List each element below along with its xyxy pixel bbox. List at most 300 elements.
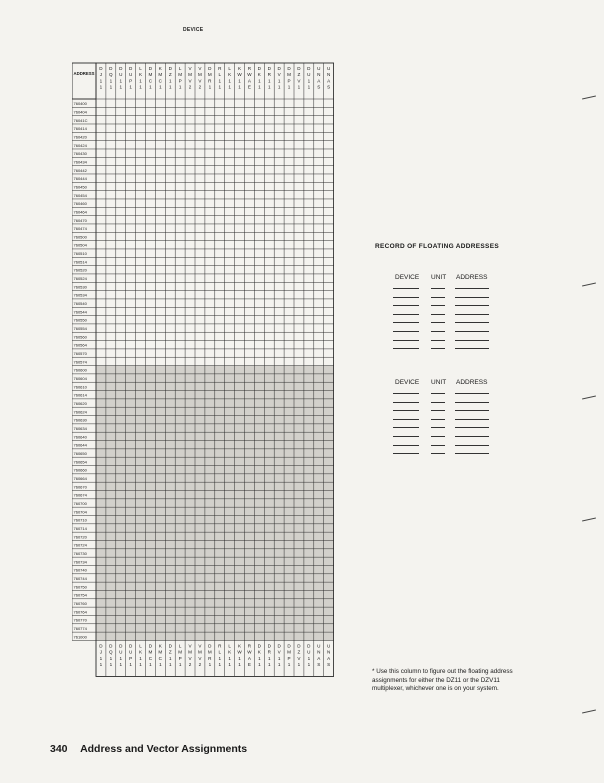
column-header-letter: 2 xyxy=(188,84,192,90)
record-blank-line[interactable] xyxy=(455,340,489,341)
column-header-letter: U xyxy=(307,72,311,78)
margin-mark xyxy=(582,518,596,522)
column-header-letter: 1 xyxy=(99,84,103,90)
record-blank-line[interactable] xyxy=(455,436,489,437)
column-header-letter: D xyxy=(277,66,281,71)
column-footer-letter: 1 xyxy=(228,662,231,668)
column-footer-letter: 1 xyxy=(99,662,103,668)
column-header-letter: D xyxy=(109,66,113,71)
margin-mark xyxy=(582,96,596,100)
column-footer-letter: P xyxy=(129,655,133,661)
address-label: 760530 xyxy=(73,284,87,290)
address-label: 760420 xyxy=(73,134,87,140)
address-label: 760434 xyxy=(73,159,87,165)
address-label: 760534 xyxy=(73,292,87,298)
column-footer-letter: P xyxy=(178,655,182,661)
margin-mark xyxy=(582,710,596,714)
column-footer-letter: M xyxy=(188,649,192,655)
column-footer-letter: 1 xyxy=(109,655,113,661)
column-footer-letter: M xyxy=(287,649,291,655)
address-label: 760540 xyxy=(73,301,87,307)
column-footer-letter: V xyxy=(198,643,202,649)
column-footer-letter: 1 xyxy=(119,662,123,668)
column-header-letter: 1 xyxy=(208,84,212,90)
column-footer-letter: 2 xyxy=(188,662,192,668)
address-label: 760450 xyxy=(73,184,87,190)
address-label: 760630 xyxy=(73,417,87,423)
column-footer-letter: U xyxy=(128,649,133,655)
address-label: 760770 xyxy=(73,617,87,623)
record-blank-line[interactable] xyxy=(431,436,445,437)
column-footer-letter: A xyxy=(247,655,251,661)
record-blank-line[interactable] xyxy=(455,297,489,298)
column-header-letter: M xyxy=(207,72,212,78)
column-header-letter: L xyxy=(178,66,182,71)
column-footer-letter: 1 xyxy=(277,662,281,668)
record-blank-line[interactable] xyxy=(455,427,489,428)
address-label: 760400 xyxy=(73,101,87,107)
address-label: 760442 xyxy=(73,167,87,173)
column-footer-letter: C xyxy=(158,655,163,661)
column-header-letter: D xyxy=(307,66,311,71)
address-label: 760570 xyxy=(73,351,87,357)
column-header-letter: P xyxy=(287,78,291,84)
column-header-letter: K xyxy=(228,72,232,78)
address-label: 760664 xyxy=(73,475,87,481)
column-header-letter: 1 xyxy=(277,78,281,84)
page-number: 340 xyxy=(50,743,68,755)
record-blank-line[interactable] xyxy=(393,445,419,446)
record-blank-line[interactable] xyxy=(393,314,419,315)
column-footer-letter: E xyxy=(247,662,251,668)
column-footer-letter: S xyxy=(317,662,321,668)
column-footer-letter: 1 xyxy=(267,655,271,661)
record-blank-line[interactable] xyxy=(431,348,445,349)
address-label: 760444 xyxy=(73,176,87,182)
column-footer-letter: J xyxy=(99,649,103,655)
record-address-label: ADDRESS xyxy=(456,274,488,281)
column-header-letter: 1 xyxy=(258,78,261,84)
column-footer-letter: L xyxy=(228,643,231,649)
record-blank-line[interactable] xyxy=(431,402,445,403)
record-blank-line[interactable] xyxy=(393,322,419,323)
column-header-letter: 1 xyxy=(238,78,241,84)
column-footer-letter: 1 xyxy=(287,662,291,668)
column-footer-letter: R xyxy=(218,643,222,649)
column-header-letter: K xyxy=(158,66,162,71)
column-header-letter: 1 xyxy=(149,84,152,90)
record-device-label: DEVICE xyxy=(395,274,420,281)
column-header-letter: C xyxy=(148,78,153,84)
column-header-letter: V xyxy=(297,78,301,84)
address-label: 760660 xyxy=(73,467,87,473)
column-header-letter: Z xyxy=(168,72,172,78)
record-blank-line[interactable] xyxy=(455,322,489,323)
address-label: 760700 xyxy=(73,500,87,506)
record-blank-line[interactable] xyxy=(431,331,445,332)
record-unit-label: UNIT xyxy=(431,274,447,281)
column-header-letter: W xyxy=(237,72,242,78)
column-footer-letter: 1 xyxy=(218,655,222,661)
record-device-label: DEVICE xyxy=(395,379,420,386)
address-label: 760564 xyxy=(73,342,87,348)
record-blank-line[interactable] xyxy=(455,348,489,349)
column-header-letter: W xyxy=(247,72,252,78)
column-header-letter: S xyxy=(327,84,331,90)
record-blank-line[interactable] xyxy=(393,393,419,394)
address-device-grid xyxy=(72,50,334,714)
record-blank-line[interactable] xyxy=(393,427,419,428)
record-blank-line[interactable] xyxy=(393,331,419,332)
address-label: 760654 xyxy=(73,459,87,465)
column-header-letter: E xyxy=(247,84,251,90)
record-unit-label: UNIT xyxy=(431,379,447,386)
column-header-letter: Q xyxy=(109,72,113,78)
column-footer-letter: R xyxy=(267,649,271,655)
column-footer-letter: D xyxy=(99,643,103,649)
column-header-letter: 1 xyxy=(218,78,222,84)
column-footer-letter: 1 xyxy=(168,655,172,661)
column-header-letter: V xyxy=(188,78,192,84)
address-label: 760624 xyxy=(73,409,87,415)
column-footer-letter: D xyxy=(307,643,311,649)
column-header-letter: 1 xyxy=(139,78,142,84)
column-header-letter: 1 xyxy=(297,84,301,90)
address-label: 760500 xyxy=(73,234,87,240)
record-blank-line[interactable] xyxy=(431,410,445,411)
column-footer-letter: W xyxy=(237,649,242,655)
address-label: 760744 xyxy=(73,575,87,581)
column-footer-letter: 1 xyxy=(277,655,281,661)
column-header-letter: D xyxy=(208,66,212,71)
column-header-letter: D xyxy=(99,66,103,71)
column-footer-letter: V xyxy=(188,655,192,661)
column-header-letter: 1 xyxy=(287,84,291,90)
column-footer-letter: D xyxy=(267,643,271,649)
column-header-letter: Z xyxy=(297,72,301,78)
column-footer-letter: M xyxy=(178,649,183,655)
column-footer-letter: L xyxy=(178,643,182,649)
column-header-letter: D xyxy=(119,66,123,71)
column-footer-letter: D xyxy=(119,643,123,649)
address-label: 760520 xyxy=(73,267,87,273)
address-label: 761000 xyxy=(73,634,87,640)
column-footer-letter: U xyxy=(307,649,311,655)
margin-mark xyxy=(582,396,596,400)
column-footer-letter: 1 xyxy=(307,655,311,661)
column-header-letter: N xyxy=(317,72,321,78)
record-blank-line[interactable] xyxy=(455,314,489,315)
column-header-letter: 1 xyxy=(109,84,113,90)
column-header-letter: J xyxy=(99,72,103,78)
column-header-letter: 2 xyxy=(198,84,202,90)
record-blank-line[interactable] xyxy=(393,419,419,420)
address-label: 760474 xyxy=(73,226,87,232)
column-footer-letter: V xyxy=(297,655,301,661)
column-footer-letter: K xyxy=(238,643,242,649)
column-footer-letter: D xyxy=(287,643,291,649)
column-header-letter: 1 xyxy=(228,78,231,84)
column-header-letter: 1 xyxy=(178,84,182,90)
address-label: 760454 xyxy=(73,192,87,198)
address-label: 760740 xyxy=(73,567,87,573)
record-blank-line[interactable] xyxy=(431,305,445,306)
record-blank-line[interactable] xyxy=(393,436,419,437)
address-label: 760414 xyxy=(73,126,87,132)
column-header-letter: 1 xyxy=(129,84,132,90)
column-footer-letter: D xyxy=(208,643,212,649)
column-header-letter: 1 xyxy=(307,78,311,84)
column-header-letter: A xyxy=(327,78,331,84)
column-header-letter: R xyxy=(208,78,212,84)
address-label: 760574 xyxy=(73,359,87,365)
column-footer-letter: N xyxy=(317,649,321,655)
column-footer-letter: A xyxy=(327,655,331,661)
column-header-letter: D xyxy=(297,66,301,71)
address-label: 760644 xyxy=(73,442,87,448)
column-header-letter: V xyxy=(188,66,192,71)
record-blank-line[interactable] xyxy=(431,322,445,323)
column-footer-letter: D xyxy=(257,643,262,649)
column-header-letter: D xyxy=(168,66,172,71)
address-label: 760750 xyxy=(73,584,87,590)
column-footer-letter: 1 xyxy=(238,655,241,661)
column-footer-letter: K xyxy=(139,649,143,655)
record-blank-line[interactable] xyxy=(431,419,445,420)
address-label: 760710 xyxy=(73,517,87,523)
column-header-letter: U xyxy=(119,72,123,78)
record-blank-line[interactable] xyxy=(393,297,419,298)
record-blank-line[interactable] xyxy=(393,410,419,411)
column-header-letter: 1 xyxy=(168,78,172,84)
column-header-letter: M xyxy=(178,72,183,78)
column-footer-letter: D xyxy=(277,643,281,649)
address-label: 760470 xyxy=(73,217,87,223)
column-footer-letter: D xyxy=(297,643,301,649)
record-blank-line[interactable] xyxy=(393,453,419,454)
column-footer-letter: 1 xyxy=(178,662,182,668)
column-footer-letter: K xyxy=(228,649,232,655)
column-footer-letter: M xyxy=(158,649,163,655)
column-footer-letter: Z xyxy=(168,649,172,655)
column-header-letter: 1 xyxy=(119,78,123,84)
column-footer-letter: W xyxy=(247,649,252,655)
column-header-letter: 1 xyxy=(277,84,281,90)
address-label: 760674 xyxy=(73,492,87,498)
address-label: 760404 xyxy=(73,109,87,115)
footnote xyxy=(372,668,532,694)
column-header-letter: L xyxy=(218,72,222,78)
column-header-letter: U xyxy=(326,66,331,71)
column-footer-letter: 1 xyxy=(99,655,103,661)
column-header-letter: V xyxy=(198,78,202,84)
column-footer-letter: 1 xyxy=(139,662,142,668)
address-label: 760424 xyxy=(73,142,87,148)
address-label: 760764 xyxy=(73,609,87,615)
address-label: 760704 xyxy=(73,509,87,515)
column-footer-letter: 1 xyxy=(109,662,113,668)
record-address-label: ADDRESS xyxy=(456,379,488,386)
column-footer-letter: D xyxy=(148,643,153,649)
column-header-letter: 1 xyxy=(218,84,222,90)
column-footer-letter: Z xyxy=(297,649,301,655)
column-header-letter: 1 xyxy=(109,78,113,84)
column-footer-letter: L xyxy=(139,643,142,649)
column-header-letter: 1 xyxy=(267,84,271,90)
column-header-letter: L xyxy=(139,66,142,71)
column-header-letter: 1 xyxy=(238,84,241,90)
column-header-letter: 1 xyxy=(139,84,142,90)
column-header-letter: U xyxy=(317,66,321,71)
address-label: 760460 xyxy=(73,201,87,207)
address-label: 760760 xyxy=(73,600,87,606)
column-footer-letter: 1 xyxy=(149,662,152,668)
column-header-letter: A xyxy=(317,78,321,84)
column-header-letter: 1 xyxy=(159,84,162,90)
column-header-letter: A xyxy=(247,78,251,84)
column-footer-letter: 1 xyxy=(159,662,162,668)
column-footer-letter: U xyxy=(317,643,321,649)
column-footer-letter: V xyxy=(198,655,202,661)
record-blank-line[interactable] xyxy=(431,427,445,428)
column-header-letter: K xyxy=(238,66,242,71)
column-header-letter: V xyxy=(277,72,281,78)
column-header-letter: M xyxy=(158,72,163,78)
address-label: 760544 xyxy=(73,309,87,315)
column-footer-letter: 2 xyxy=(198,662,202,668)
address-label: 760430 xyxy=(73,151,87,157)
record-blank-line[interactable] xyxy=(431,445,445,446)
address-label: 760554 xyxy=(73,326,87,332)
address-label: 760464 xyxy=(73,209,87,215)
column-footer-letter: L xyxy=(218,649,222,655)
column-header-letter: V xyxy=(198,66,202,71)
column-footer-letter: R xyxy=(247,643,252,649)
column-footer-letter: 1 xyxy=(208,662,212,668)
address-label: 760730 xyxy=(73,550,87,556)
column-header-letter: D xyxy=(267,66,271,71)
record-blank-line[interactable] xyxy=(431,297,445,298)
address-label: 760650 xyxy=(73,450,87,456)
address-label: 760550 xyxy=(73,317,87,323)
column-footer-letter: D xyxy=(168,643,172,649)
column-footer-letter: Q xyxy=(109,649,113,655)
record-blank-line[interactable] xyxy=(393,305,419,306)
column-footer-letter: K xyxy=(158,643,162,649)
record-blank-line[interactable] xyxy=(431,314,445,315)
address-label: 760604 xyxy=(73,376,87,382)
column-header-letter: K xyxy=(139,72,143,78)
column-header-letter: 1 xyxy=(267,78,271,84)
record-blank-line[interactable] xyxy=(455,393,489,394)
record-blank-line[interactable] xyxy=(393,402,419,403)
address-label: 760610 xyxy=(73,384,87,390)
address-header-cell xyxy=(72,63,96,99)
address-label: 76041C xyxy=(73,117,88,123)
record-blank-line[interactable] xyxy=(455,453,489,454)
address-label: 760720 xyxy=(73,534,87,540)
column-footer-letter: A xyxy=(317,655,321,661)
column-footer-letter: 1 xyxy=(258,655,261,661)
address-label: 760634 xyxy=(73,426,87,431)
address-label: 760620 xyxy=(73,401,87,407)
address-label: 760560 xyxy=(73,334,87,340)
column-header-letter: N xyxy=(326,72,331,78)
column-header-letter: R xyxy=(247,66,252,71)
record-blank-line[interactable] xyxy=(455,288,489,289)
column-footer-letter: D xyxy=(109,643,113,649)
column-footer-letter: K xyxy=(257,649,261,655)
column-footer-letter: M xyxy=(207,649,212,655)
column-footer-letter: 1 xyxy=(139,655,142,661)
address-header-label: ADDRESS xyxy=(73,71,95,76)
column-header-letter: M xyxy=(148,72,153,78)
column-header-letter: M xyxy=(188,72,192,78)
column-header-letter: U xyxy=(128,72,133,78)
address-label: 760504 xyxy=(73,242,87,248)
record-blank-line[interactable] xyxy=(431,288,445,289)
column-header-letter: D xyxy=(257,66,262,71)
column-footer-letter: 1 xyxy=(258,662,261,668)
address-label: 760524 xyxy=(73,276,87,282)
column-footer-letter: 1 xyxy=(238,662,241,668)
column-header-letter: P xyxy=(178,78,182,84)
page-footer-title: Address and Vector Assignments xyxy=(80,743,248,755)
record-blank-line[interactable] xyxy=(455,410,489,411)
column-footer-letter: V xyxy=(188,643,192,649)
address-label: 760724 xyxy=(73,542,87,548)
record-blank-line[interactable] xyxy=(455,331,489,332)
record-blank-line[interactable] xyxy=(393,288,419,289)
column-footer-letter: M xyxy=(198,649,202,655)
address-label: 760714 xyxy=(73,525,87,531)
column-header-letter: 1 xyxy=(258,84,261,90)
address-label: 760510 xyxy=(73,251,87,257)
address-label: 760670 xyxy=(73,484,87,490)
column-header-letter: L xyxy=(228,66,231,71)
column-footer-letter: U xyxy=(326,643,331,649)
record-blank-line[interactable] xyxy=(431,340,445,341)
page-footer xyxy=(50,743,247,755)
record-blank-line[interactable] xyxy=(393,340,419,341)
column-footer-letter: V xyxy=(277,649,281,655)
column-footer-letter: P xyxy=(287,655,291,661)
column-header-letter: P xyxy=(129,78,133,84)
record-blank-line[interactable] xyxy=(431,453,445,454)
address-label: 760514 xyxy=(73,259,87,265)
record-blank-line[interactable] xyxy=(393,348,419,349)
column-header-letter: 1 xyxy=(99,78,103,84)
record-title: RECORD OF FLOATING ADDRESSES xyxy=(375,243,499,250)
record-blank-line[interactable] xyxy=(431,393,445,394)
record-blank-line[interactable] xyxy=(455,419,489,420)
column-footer-letter: N xyxy=(326,649,331,655)
column-header-letter: 1 xyxy=(228,84,231,90)
column-header-letter: R xyxy=(218,66,222,71)
record-blank-line[interactable] xyxy=(455,402,489,403)
column-footer-letter: M xyxy=(148,649,153,655)
column-header-letter: D xyxy=(128,66,133,71)
column-header-letter: K xyxy=(257,72,261,78)
column-header-letter: R xyxy=(267,72,271,78)
column-header-letter: 1 xyxy=(168,84,172,90)
record-blank-line[interactable] xyxy=(455,445,489,446)
record-blank-line[interactable] xyxy=(455,305,489,306)
column-header-letter: M xyxy=(287,72,291,78)
column-header-letter: D xyxy=(287,66,291,71)
column-footer-letter: 1 xyxy=(119,655,123,661)
device-header-title: DEVICE xyxy=(183,27,204,33)
